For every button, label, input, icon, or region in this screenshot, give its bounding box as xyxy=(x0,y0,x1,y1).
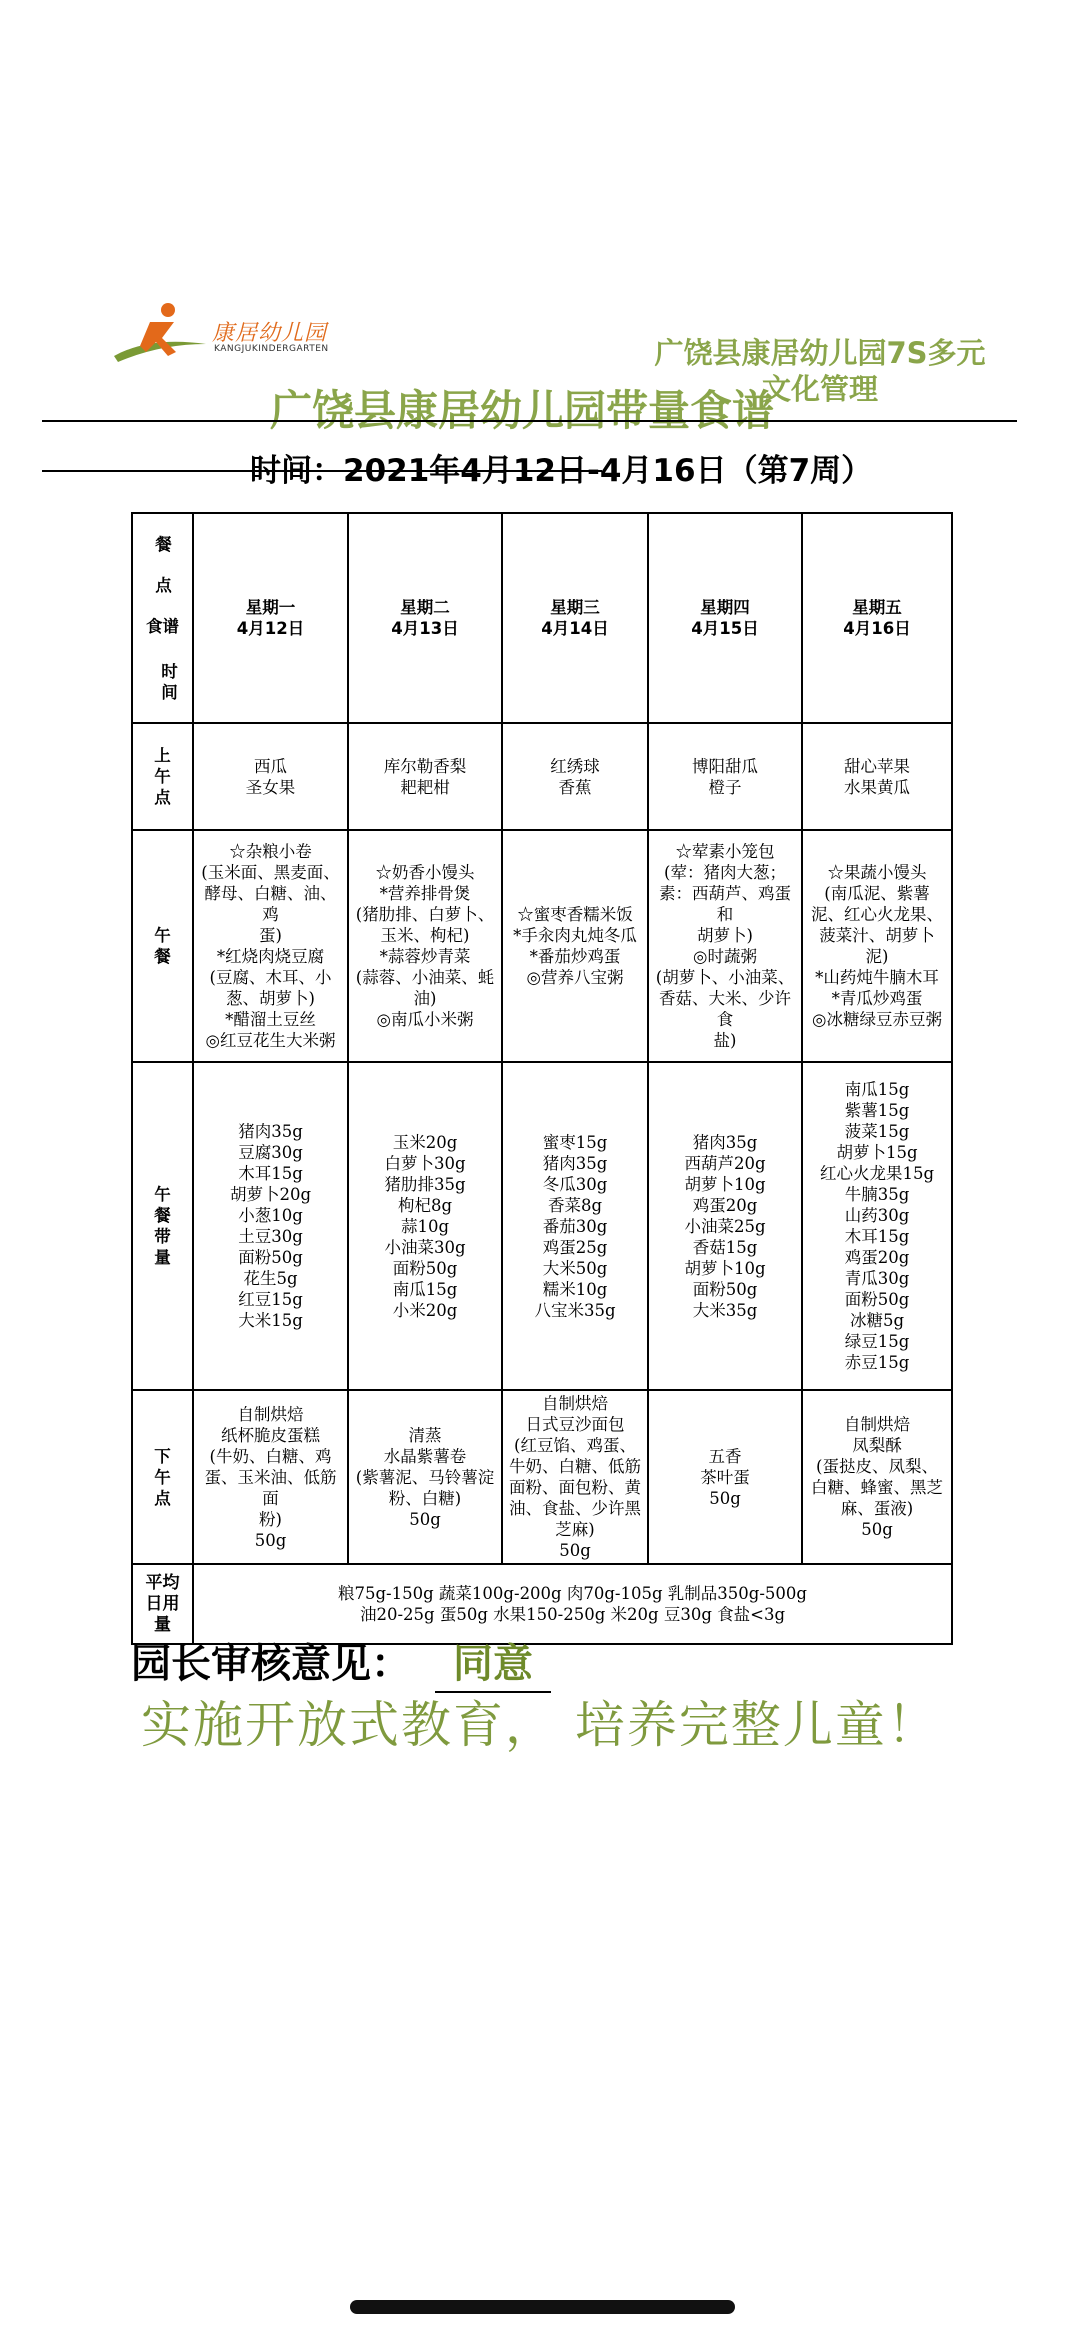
afternoon-snack-row xyxy=(132,1390,952,1564)
cell-line: 大米15g xyxy=(238,1311,303,1330)
cell-line: 50g xyxy=(861,1520,893,1539)
cell-line: (南瓜泥、紫薯 xyxy=(824,884,930,903)
cell-line: 南瓜15g xyxy=(844,1080,910,1099)
cell-line: 油、食盐、少许黑 xyxy=(509,1499,641,1518)
cell-line: 菠菜15g xyxy=(844,1122,910,1141)
cell-line: (红豆馅、鸡蛋、 xyxy=(514,1436,636,1455)
cell-line: (胡萝卜、小油菜、 xyxy=(655,968,795,987)
row-label-char: 下 xyxy=(154,1446,171,1466)
cell-line: 纸杯脆皮蛋糕 xyxy=(221,1425,320,1445)
cell-line: 粉、白糖) xyxy=(388,1488,462,1508)
lunch-amount-cell xyxy=(348,1062,502,1390)
director-review xyxy=(131,1632,551,1693)
kindergarten-logo xyxy=(110,300,330,370)
cell-line: 猪肉35g xyxy=(238,1122,303,1141)
cell-line: ☆杂粮小卷 xyxy=(229,842,312,861)
cell-line: 红豆15g xyxy=(238,1290,303,1309)
lunch-cell xyxy=(802,830,952,1062)
logo-name-cn: 康居幼儿园 xyxy=(212,321,328,346)
menu-table xyxy=(131,512,953,1645)
cell-line: ☆蜜枣香糯米饭 xyxy=(517,905,633,924)
cell-line: 茶叶蛋 xyxy=(700,1467,750,1487)
cell-line: *红烧肉烧豆腐 xyxy=(216,947,325,966)
day-date: 4月16日 xyxy=(843,619,911,638)
morning-snack-cell xyxy=(348,723,502,830)
cell-line: 胡萝卜20g xyxy=(229,1185,312,1204)
morning-snack-cell xyxy=(193,723,348,830)
divider-line xyxy=(42,470,602,472)
cell-line: 猪肉35g xyxy=(692,1132,758,1152)
day-header xyxy=(648,513,802,723)
cell-line: 牛腩35g xyxy=(844,1185,910,1204)
cell-line: 胡萝卜15g xyxy=(836,1143,918,1162)
corner-cell xyxy=(132,513,193,723)
cell-line: 胡萝卜10g xyxy=(684,1174,766,1194)
row-label-char: 量 xyxy=(154,1614,171,1635)
lunch-cell xyxy=(648,830,802,1062)
day-name: 星期二 xyxy=(400,598,450,617)
cell-line: (紫薯泥、马铃薯淀 xyxy=(355,1467,495,1487)
cell-line: ◎冰糖绿豆赤豆粥 xyxy=(812,1010,942,1029)
cell-line: ☆荤素小笼包 xyxy=(675,842,775,861)
cell-line: ◎营养八宝粥 xyxy=(526,968,624,987)
cell-line: 菠菜汁、胡萝卜 xyxy=(819,926,935,945)
cell-line: 鸡蛋20g xyxy=(692,1195,758,1215)
row-label-char: 午 xyxy=(154,767,171,786)
cell-line: (蛋挞皮、凤梨、 xyxy=(816,1457,938,1476)
cell-line: 50g xyxy=(559,1541,591,1560)
cell-line: 小油菜30g xyxy=(384,1237,466,1257)
row-label-char: 餐 xyxy=(154,947,171,966)
cell-line: ◎南瓜小米粥 xyxy=(376,1010,474,1029)
cell-line: 糯米10g xyxy=(542,1279,608,1299)
row-label-char: 日用 xyxy=(145,1593,180,1614)
row-label-char: 点 xyxy=(154,1488,171,1508)
row-label-char: 点 xyxy=(154,788,171,807)
day-date: 4月12日 xyxy=(236,619,305,638)
afternoon-snack-cell xyxy=(802,1390,952,1564)
cell-line: 赤豆15g xyxy=(844,1353,910,1372)
cell-line: 面粉50g xyxy=(844,1290,910,1309)
day-name: 星期五 xyxy=(852,598,902,617)
cell-line: 胡萝卜10g xyxy=(684,1258,766,1278)
page-title: 广饶县康居幼儿园带量食谱 xyxy=(270,386,775,435)
cell-line: (蒜蓉、小油菜、蚝 xyxy=(355,968,495,987)
cell-line: 小米20g xyxy=(392,1300,458,1320)
cell-line: 橙子 xyxy=(708,777,742,797)
day-date: 4月13日 xyxy=(391,619,459,638)
cell-line: *手汆肉丸炖冬瓜 xyxy=(513,926,637,945)
cell-line: 牛奶、白糖、低筋 xyxy=(509,1457,641,1476)
cell-line: (猪肋排、白萝卜、 xyxy=(355,905,495,924)
row-label-char: 上 xyxy=(154,746,171,765)
afternoon-snack-cell xyxy=(348,1390,502,1564)
cell-line: 博阳甜瓜 xyxy=(692,756,758,776)
cell-line: *青瓜炒鸡蛋 xyxy=(831,989,923,1008)
day-date: 4月15日 xyxy=(691,619,759,638)
row-label-char: 餐 xyxy=(154,1206,171,1225)
cell-line: ◎时蔬粥 xyxy=(693,947,757,966)
cell-line: 自制烘焙 xyxy=(844,1415,910,1434)
cell-line: *番茄炒鸡蛋 xyxy=(529,947,621,966)
morning-snack-row xyxy=(132,723,952,830)
corner-text: 间 xyxy=(161,682,178,702)
day-date: 4月14日 xyxy=(541,619,609,638)
cell-line: *营养排骨煲 xyxy=(379,884,471,903)
day-header xyxy=(193,513,348,723)
cell-line: 鸡蛋20g xyxy=(844,1248,910,1267)
lunch-cell xyxy=(502,830,648,1062)
cell-line: 冰糖5g xyxy=(849,1311,905,1330)
cell-line: 大米35g xyxy=(692,1300,758,1320)
cell-line: 木耳15g xyxy=(844,1227,910,1246)
cell-line: 绿豆15g xyxy=(844,1332,910,1351)
row-label-char: 带 xyxy=(154,1227,171,1246)
cell-line: 青瓜30g xyxy=(844,1269,910,1288)
row-label xyxy=(132,1390,193,1564)
cell-line: ☆果蔬小馒头 xyxy=(827,863,927,882)
day-header xyxy=(502,513,648,723)
day-name: 星期一 xyxy=(245,598,296,617)
lunch-amount-cell xyxy=(502,1062,648,1390)
afternoon-snack-cell xyxy=(648,1390,802,1564)
lunch-row xyxy=(132,830,952,1062)
cell-line: 香菜8g xyxy=(547,1195,603,1215)
slogan: 实施开放式教育， 培养完整儿童！ xyxy=(141,1696,939,1754)
cell-line: 香蕉 xyxy=(558,777,592,797)
cell-line: 盐) xyxy=(713,1031,737,1050)
cell-line: 豆腐30g xyxy=(238,1143,303,1162)
row-label-char: 平均 xyxy=(145,1572,180,1593)
cell-line: *山药炖牛腩木耳 xyxy=(815,968,939,987)
cell-line: 小油菜25g xyxy=(684,1216,766,1236)
lunch-cell xyxy=(348,830,502,1062)
cell-line: 芝麻) xyxy=(555,1520,595,1539)
cell-line: 面粉50g xyxy=(692,1279,758,1299)
cell-line: 白萝卜30g xyxy=(384,1153,466,1173)
cell-line: 50g xyxy=(709,1488,741,1508)
cell-line: 甜心苹果 xyxy=(844,756,910,776)
morning-snack-cell xyxy=(502,723,648,830)
cell-line: 日式豆沙面包 xyxy=(525,1415,625,1434)
cell-line: 自制烘焙 xyxy=(237,1404,304,1424)
day-header xyxy=(348,513,502,723)
corner-text: 餐 xyxy=(155,534,172,554)
cell-line: 大米50g xyxy=(542,1258,608,1278)
cell-line: 油) xyxy=(413,989,437,1008)
logo-name-en: KANGJUKINDERGARTEN xyxy=(214,344,329,354)
average-line-1: 粮75g-150g 蔬菜100g-200g 肉70g-105g 乳制品350g-500g xyxy=(338,1584,807,1603)
cell-line: 50g xyxy=(254,1530,287,1550)
corner-text: 时 xyxy=(161,661,178,681)
cell-line: 胡萝卜) xyxy=(697,926,753,945)
cell-line: 南瓜15g xyxy=(392,1279,458,1299)
culture-line-2: 文化管理 xyxy=(761,372,878,406)
cell-line: 蛋) xyxy=(259,926,282,945)
cell-line: (豆腐、木耳、小 xyxy=(209,968,332,987)
lunch-amount-cell xyxy=(802,1062,952,1390)
cell-line: (荤：猪肉大葱； xyxy=(664,863,786,882)
cell-line: ◎红豆花生大米粥 xyxy=(205,1031,336,1050)
cell-line: 木耳15g xyxy=(238,1164,303,1183)
cell-line: 小葱10g xyxy=(238,1206,303,1225)
corner-text: 点 xyxy=(155,575,172,595)
cell-line: 蛋、玉米油、低筋面 xyxy=(204,1467,337,1508)
cell-line: 水晶紫薯卷 xyxy=(383,1446,467,1466)
child-logo-icon xyxy=(110,300,220,368)
cell-line: 泥、红心火龙果、 xyxy=(811,905,943,924)
cell-line: 猪肋排35g xyxy=(384,1174,466,1194)
cell-line: 五香 xyxy=(708,1446,742,1466)
row-label-char: 午 xyxy=(154,926,171,945)
row-label-char: 午 xyxy=(154,1467,171,1487)
cell-line: 圣女果 xyxy=(245,777,296,797)
cell-line: 葱、胡萝卜) xyxy=(226,989,315,1008)
divider-line xyxy=(42,420,1017,422)
cell-line: *醋溜土豆丝 xyxy=(225,1010,316,1029)
culture-line-1: 广饶县康居幼儿园7S多元 xyxy=(654,336,986,370)
home-indicator[interactable] xyxy=(350,2300,735,2314)
lunch-amount-row xyxy=(132,1062,952,1390)
cell-line: 山药30g xyxy=(844,1206,910,1225)
cell-line: 枸杞8g xyxy=(397,1195,453,1215)
cell-line: *蒜蓉炒青菜 xyxy=(379,947,471,966)
cell-line: 面粉50g xyxy=(238,1248,303,1267)
row-label-char: 午 xyxy=(154,1185,171,1204)
cell-line: 面粉50g xyxy=(392,1258,458,1278)
cell-line: 番茄30g xyxy=(542,1216,608,1236)
cell-line: 50g xyxy=(409,1509,441,1529)
cell-line: 粉) xyxy=(259,1509,282,1529)
day-name: 星期四 xyxy=(700,598,750,617)
afternoon-snack-cell xyxy=(193,1390,348,1564)
cell-line: 鸡蛋25g xyxy=(542,1237,608,1257)
morning-snack-cell xyxy=(802,723,952,830)
date-range: 时间：2021年4月12日-4月16日（第7周） xyxy=(250,453,873,489)
cell-line: 八宝米35g xyxy=(534,1300,616,1320)
cell-line: 麻、蛋液) xyxy=(840,1499,914,1518)
row-label xyxy=(132,723,193,830)
cell-line: 面粉、面包粉、黄 xyxy=(509,1478,641,1497)
cell-line: 西瓜 xyxy=(254,756,287,776)
average-line-2: 油20-25g 蛋50g 水果150-250g 米20g 豆30g 食盐<3g xyxy=(359,1605,786,1624)
morning-snack-cell xyxy=(648,723,802,830)
cell-line: 猪肉35g xyxy=(542,1153,608,1173)
cell-line: 土豆30g xyxy=(238,1227,303,1246)
row-label xyxy=(132,1062,193,1390)
row-label xyxy=(132,830,193,1062)
corner-text: 食谱 xyxy=(146,616,179,636)
cell-line: 红绣球 xyxy=(550,756,600,776)
cell-line: 香菇、大米、少许食 xyxy=(659,989,791,1029)
cell-line: 耙耙柑 xyxy=(400,777,450,797)
day-name: 星期三 xyxy=(550,598,600,617)
cell-line: (牛奶、白糖、鸡 xyxy=(209,1446,332,1466)
cell-line: 库尔勒香梨 xyxy=(383,756,467,776)
cell-line: 西葫芦20g xyxy=(684,1153,766,1173)
cell-line: (玉米面、黑麦面、 xyxy=(201,863,340,882)
cell-line: 凤梨酥 xyxy=(852,1436,902,1455)
cell-line: 红心火龙果15g xyxy=(819,1164,935,1183)
lunch-amount-cell xyxy=(193,1062,348,1390)
lunch-cell xyxy=(193,830,348,1062)
review-value: 同意 xyxy=(435,1632,551,1693)
cell-line: 蒜10g xyxy=(400,1216,450,1236)
cell-line: ☆奶香小馒头 xyxy=(375,863,475,882)
header-row xyxy=(132,513,952,723)
cell-line: 泥) xyxy=(865,947,889,966)
day-header xyxy=(802,513,952,723)
review-label: 园长审核意见： xyxy=(131,1641,411,1687)
afternoon-snack-cell xyxy=(502,1390,648,1564)
cell-line: 花生5g xyxy=(243,1269,298,1288)
cell-line: 素：西葫芦、鸡蛋和 xyxy=(659,884,791,924)
cell-line: 酵母、白糖、油、鸡 xyxy=(204,884,337,924)
cell-line: 白糖、蜂蜜、黑芝 xyxy=(811,1478,943,1497)
row-label-char: 量 xyxy=(154,1248,171,1267)
cell-line: 蜜枣15g xyxy=(542,1132,608,1152)
cell-line: 玉米20g xyxy=(392,1132,458,1152)
cell-line: 香菇15g xyxy=(692,1237,758,1257)
cell-line: 清蒸 xyxy=(408,1425,442,1445)
cell-line: 紫薯15g xyxy=(844,1101,910,1120)
cell-line: 水果黄瓜 xyxy=(844,777,910,797)
cell-line: 冬瓜30g xyxy=(542,1174,608,1194)
cell-line: 玉米、枸杞) xyxy=(380,926,470,945)
cell-line: 自制烘焙 xyxy=(542,1394,608,1413)
lunch-amount-cell xyxy=(648,1062,802,1390)
